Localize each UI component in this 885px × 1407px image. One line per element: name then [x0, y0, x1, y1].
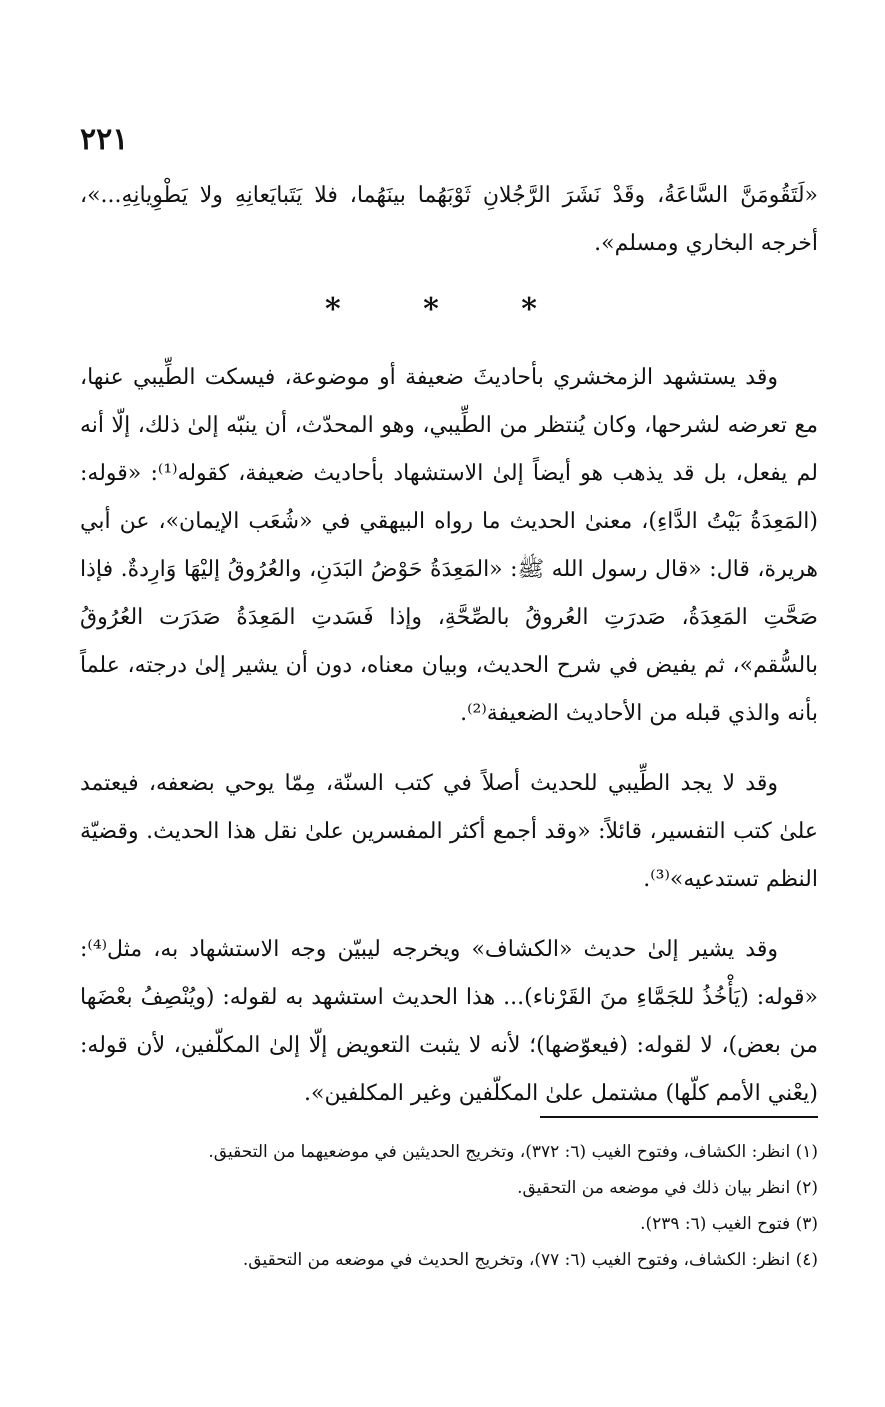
footnote-divider	[540, 1116, 818, 1118]
page-number: ٢٢١	[80, 122, 129, 157]
main-text	[80, 172, 818, 1140]
paragraph-1: وقد يستشهد الزمخشري بأحاديثَ ضعيفة أو موضوعة، فيسكت الطِّيبي عنها، مع تعرضه لشرحها، وكان يُنتظر من الطِّيبي، وهو المحدّث، أن ينبّه إلىٰ ذلك، إلّا أنه لم يفعل، بل قد يذهب هو أيضاً إلىٰ الاستشهاد بأحاديث ضعيفة، كقوله⁽¹⁾: «قوله: (المَعِدَةُ بَيْتُ الدَّاءِ)، معنىٰ الحديث ما رواه البيهقي في «شُعَب الإيمان»، عن أبي هريرة، قال: «قال رسول الله ﷺ: «المَعِدَةُ حَوْضُ البَدَنِ، والعُرُوقُ إليْهَا وَارِدةٌ. فإذا صَحَّتِ المَعِدَةُ، صَدرَتِ العُروقُ بالصِّحَّةِ، وإذا فَسَدتِ المَعِدَةُ صَدَرَت العُرُوقُ بالسُّقم»، ثم يفيض في شرح الحديث، وبيان معناه، دون أن يشير إلىٰ درجته، علماً بأنه والذي قبله من الأحاديث الضعيفة⁽²⁾.	[80, 365, 819, 726]
section-separator: * * *	[325, 292, 573, 327]
footnote-2: (٢) انظر بيان ذلك في موضعه من التحقيق.	[517, 1178, 818, 1198]
footnotes	[80, 1134, 818, 1278]
footnote-3: (٣) فتوح الغيب (٦: ٢٣٩).	[640, 1214, 818, 1234]
top-quote-paragraph: «لَتَقُومَنَّ السَّاعَةُ، وقَدْ نَشَرَ الرَّجُلانِ ثَوْبَهُما بينَهُما، فلا يَتَبايَعانِهِ ولا يَطْوِيانِهِ...»، أخرجه البخاري ومسلم».	[80, 183, 818, 256]
footnote-1: (١) انظر: الكشاف، وفتوح الغيب (٦: ٣٧٢)، وتخريج الحديثين في موضعيهما من التحقيق.	[208, 1142, 818, 1162]
paragraph-2: وقد لا يجد الطِّيبي للحديث أصلاً في كتب السنّة، مِمّا يوحي بضعفه، فيعتمد علىٰ كتب التفسير، قائلاً: «وقد أجمع أكثر المفسرين علىٰ نقل هذا الحديث. وقضيّة النظم تستدعيه»⁽³⁾.	[80, 771, 818, 892]
footnote-4: (٤) انظر: الكشاف، وفتوح الغيب (٦: ٧٧)، وتخريج الحديث في موضعه من التحقيق.	[242, 1250, 818, 1270]
paragraph-3: وقد يشير إلىٰ حديث «الكشاف» ويخرجه ليبيّن وجه الاستشهاد به، مثل⁽⁴⁾: «قوله: (يَأْخُذُ للجَمَّاءِ منَ القَرْناء)... هذا الحديث استشهد به لقوله: (ويُنْصِفُ بعْضَها من بعض)، لا لقوله: (فيعوّضها)؛ لأنه لا يثبت التعويض إلّا إلىٰ المكلّفين، لأن قوله: (يعْني الأمم كلّها) مشتمل علىٰ المكلّفين وغير المكلفين».	[80, 937, 818, 1106]
